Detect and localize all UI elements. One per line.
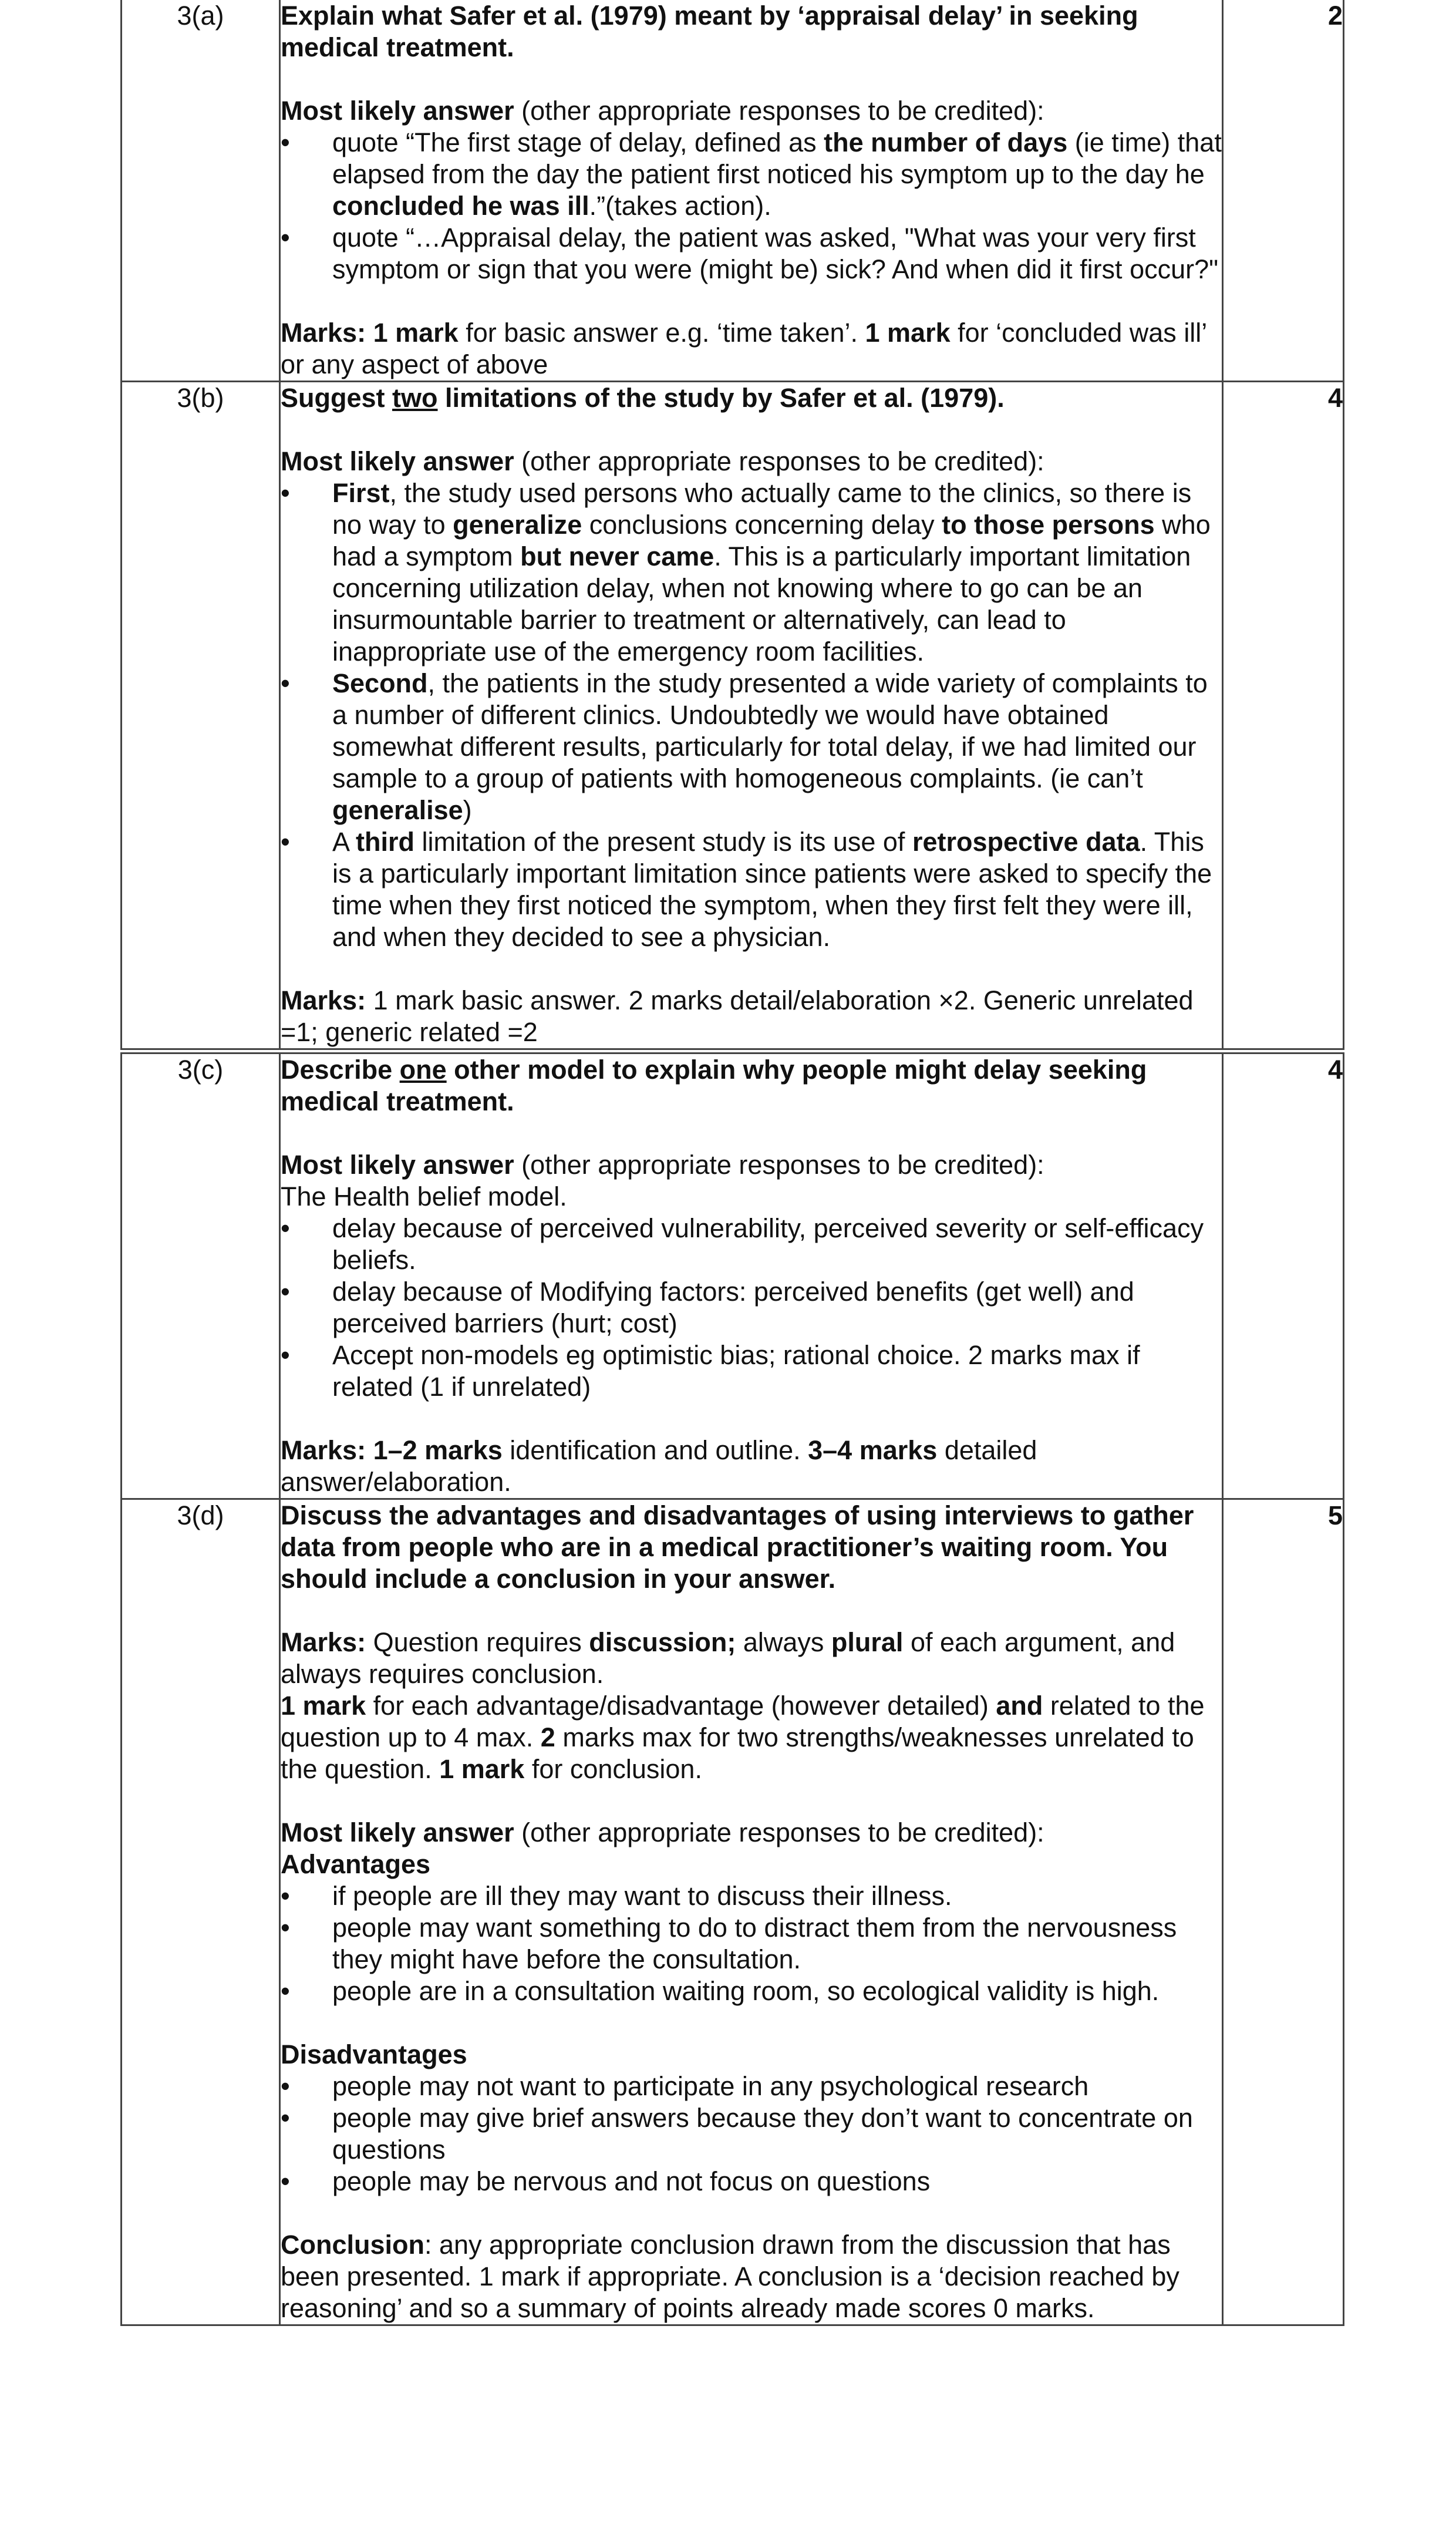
- marks-guidance: Marks: 1 mark basic answer. 2 marks detail/elaboration ×2. Generic unrelated =1; generic related =2: [281, 985, 1194, 1047]
- question-marks: 4: [1223, 1051, 1344, 1499]
- marks-guidance: Marks: 1–2 marks identification and outline. 3–4 marks detailed answer/elaboration.: [281, 1435, 1037, 1497]
- list-item: • Second, the patients in the study presented a wide variety of complaints to a number of different clinics. Undoubtedly we would have obtained somewhat different results, particularly for total delay, if we had limited our sample to a group of patients with homogeneous complaints. (ie can’t generalise): [281, 668, 1222, 826]
- most-likely-answer-intro: Most likely answer (other appropriate responses to be credited):: [281, 446, 1044, 476]
- disadvantages-list: [281, 2071, 1222, 2197]
- disadvantages-heading: Disadvantages: [281, 2039, 467, 2069]
- question-content: [280, 0, 1223, 382]
- marks-guidance-detail: 1 mark for each advantage/disadvantage (however detailed) and related to the question up to 4 max. 2 marks max for two strengths/weaknesses unrelated to the question. 1 mark for conclusion.: [281, 1691, 1205, 1784]
- question-marks: 5: [1223, 1499, 1344, 2325]
- list-item: • if people are ill they may want to discuss their illness.: [281, 1880, 1222, 1912]
- list-item: • people may be nervous and not focus on questions: [281, 2166, 1222, 2197]
- most-likely-answer-intro: Most likely answer (other appropriate responses to be credited):: [281, 1150, 1044, 1180]
- question-number: 3(c): [122, 1051, 280, 1499]
- list-item: • people may not want to participate in any psychological research: [281, 2071, 1222, 2102]
- question-number: 3(a): [122, 0, 280, 382]
- list-item: • quote “The first stage of delay, defined as the number of days (ie time) that elapsed from the day the patient first noticed his symptom up to the day he concluded he was ill.”(takes action).: [281, 127, 1222, 222]
- question-content: [280, 382, 1223, 1052]
- question-row-3b: [122, 382, 1344, 1052]
- question-number: 3(b): [122, 382, 280, 1052]
- most-likely-answer-intro: Most likely answer (other appropriate responses to be credited):: [281, 96, 1044, 126]
- list-item: • people may want something to do to distract them from the nervousness they might have before the consultation.: [281, 1912, 1222, 1975]
- model-name: The Health belief model.: [281, 1182, 567, 1211]
- question-marks: 2: [1223, 0, 1344, 382]
- question-row-3a: [122, 0, 1344, 382]
- conclusion-guidance: Conclusion: any appropriate conclusion drawn from the discussion that has been presented. 1 mark if appropriate. A conclusion is a ‘decision reached by reasoning’ and so a summary of points already made scores 0 marks.: [281, 2230, 1179, 2323]
- list-item: • Accept non-models eg optimistic bias; rational choice. 2 marks max if related (1 if unrelated): [281, 1339, 1222, 1403]
- question-content: [280, 1499, 1223, 2325]
- question-marks: 4: [1223, 382, 1344, 1052]
- advantages-heading: Advantages: [281, 1849, 431, 1879]
- advantages-list: [281, 1880, 1222, 2007]
- list-item: • people may give brief answers because they don’t want to concentrate on questions: [281, 2102, 1222, 2166]
- question-text: Discuss the advantages and disadvantages of using interviews to gather data from people who are in a medical practitioner’s waiting room. You should include a conclusion in your answer.: [281, 1500, 1194, 1594]
- list-item: • people are in a consultation waiting room, so ecological validity is high.: [281, 1975, 1222, 2007]
- question-row-3c: [122, 1051, 1344, 1499]
- question-text: Describe one other model to explain why people might delay seeking medical treatment.: [281, 1055, 1147, 1116]
- list-item: • delay because of perceived vulnerability, perceived severity or self-efficacy beliefs.: [281, 1213, 1222, 1276]
- list-item: • quote “…Appraisal delay, the patient was asked, "What was your very first symptom or sign that you were (might be) sick? And when did it first occur?": [281, 222, 1222, 285]
- question-row-3d: [122, 1499, 1344, 2325]
- question-text: Explain what Safer et al. (1979) meant by ‘appraisal delay’ in seeking medical treatment.: [281, 1, 1138, 62]
- list-item: • A third limitation of the present study is its use of retrospective data. This is a particularly important limitation since patients were asked to specify the time when they first noticed the symptom, when they first felt they were ill, and when they decided to see a physician.: [281, 826, 1222, 953]
- question-text: Suggest two limitations of the study by Safer et al. (1979).: [281, 383, 1005, 413]
- answer-list: [281, 127, 1222, 285]
- answer-list: [281, 477, 1222, 953]
- list-item: • delay because of Modifying factors: perceived benefits (get well) and perceived barriers (hurt; cost): [281, 1276, 1222, 1339]
- question-content: [280, 1051, 1223, 1499]
- marks-guidance: Marks: Question requires discussion; always plural of each argument, and always requires conclusion.: [281, 1627, 1175, 1689]
- most-likely-answer-intro: Most likely answer (other appropriate responses to be credited):: [281, 1817, 1044, 1847]
- answer-list: [281, 1213, 1222, 1403]
- mark-scheme-table: [120, 0, 1344, 2326]
- marks-guidance: Marks: 1 mark for basic answer e.g. ‘time taken’. 1 mark for ‘concluded was ill’ or any aspect of above: [281, 318, 1206, 379]
- list-item: • First, the study used persons who actually came to the clinics, so there is no way to generalize conclusions concerning delay to those persons who had a symptom but never came. This is a particularly important limitation concerning utilization delay, when not knowing where to go can be an insurmountable barrier to treatment or alternatively, can lead to inappropriate use of the emergency room facilities.: [281, 477, 1222, 668]
- question-number: 3(d): [122, 1499, 280, 2325]
